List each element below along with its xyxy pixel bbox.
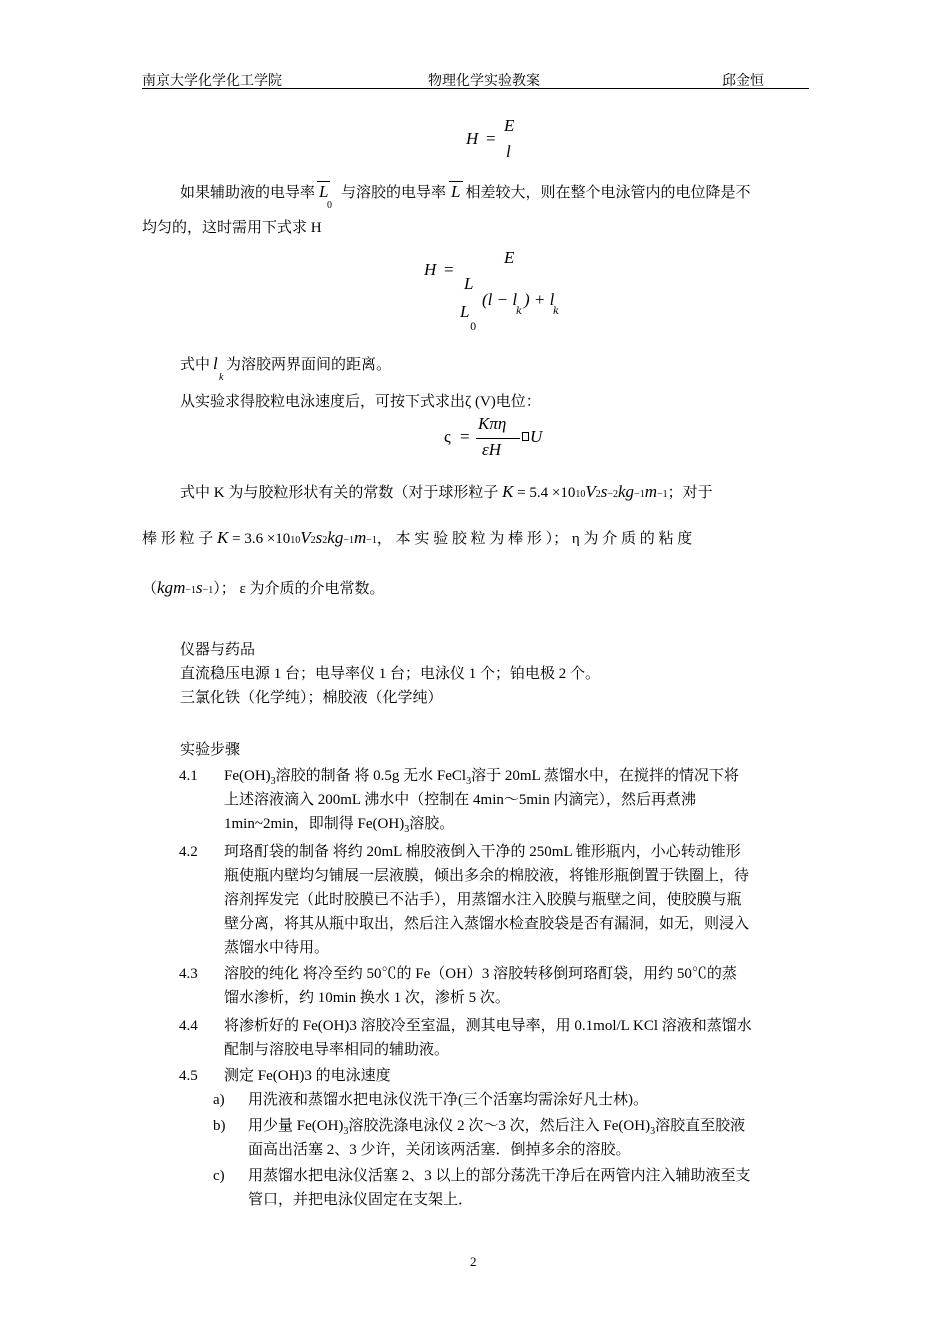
step-4-3-line2: 馏水渗析，约 10min 换水 1 次，渗析 5 次。 <box>224 990 510 1006</box>
steps-title: 实验步骤 <box>180 742 241 758</box>
para4-text-b: ；对于 <box>667 485 713 501</box>
formula1-den: l <box>506 142 511 161</box>
para1-text-a: 如果辅助液的电导率 <box>180 185 316 201</box>
para4-w2: s <box>315 528 323 547</box>
instruments-line1: 直流稳压电源 1 台；电导率仪 1 台；电泳仪 1 个；铂电极 2 个。 <box>180 666 601 682</box>
step-4-2-line5: 蒸馏水中待用。 <box>224 940 330 956</box>
step-4-5-number: 4.5 <box>179 1068 198 1084</box>
para4-x3: s <box>195 578 203 597</box>
sb-l1c: 溶胶直至胶液 <box>655 1118 746 1134</box>
step-4-4-number: 4.4 <box>179 1018 198 1034</box>
step-4-2-line4: 壁分离，将其从瓶中取出，然后注入蒸馏水检查胶袋是否有漏洞，如无，则浸入 <box>224 916 750 932</box>
s41-l1b: 溶胶的制备 将 0.5g 无水 FeCl <box>275 768 467 784</box>
s41-l3a: 1min~2min，即制得 Fe(OH) <box>224 816 405 832</box>
paragraph-4-line2 <box>142 526 692 553</box>
formula2-sub0: 0 <box>470 322 477 333</box>
formula3-rhs: U <box>530 427 543 446</box>
header-center: 物理化学实验教案 <box>428 74 540 89</box>
para4-w3: kg <box>327 528 344 547</box>
paragraph-4-line1 <box>180 480 713 507</box>
step-4-3-line1: 溶胶的纯化 将冷至约 50℃的 Fe（OH）3 溶胶转移倒珂珞酊袋，用约 50℃的蒸 <box>224 966 737 982</box>
lk-l: l <box>213 354 218 373</box>
step-4-3-number: 4.3 <box>179 966 198 982</box>
formula2-L: L <box>464 274 474 293</box>
substep-a-mark: a) <box>213 1092 225 1108</box>
para4-line3a: （ <box>142 581 158 597</box>
para4-e2: 10 <box>290 535 301 546</box>
paragraph-3: 从实验求得胶粒电泳速度后，可按下式求出ζ (V)电位： <box>180 394 541 410</box>
formula3-fraction-bar <box>476 438 520 439</box>
para4-x2: m <box>173 578 186 597</box>
para4-line2b: ， 本 实 验 胶 粒 为 棒 形 ）； η 为 介 质 的 粘 度 <box>376 531 693 547</box>
formula-zeta <box>444 414 554 464</box>
formula3-lhs: ς <box>444 427 451 446</box>
para1-text-b: 与溶胶的电导率 <box>341 185 447 201</box>
formula3-eq: = <box>460 427 470 446</box>
formula2-lhs: H <box>424 260 437 279</box>
step-4-2-number: 4.2 <box>179 844 198 860</box>
formula2-eq: = <box>444 260 454 279</box>
formula2-num: E <box>504 248 515 267</box>
para4-w4s: −1 <box>366 535 377 546</box>
header-rule <box>142 88 809 89</box>
substep-c-mark: c) <box>213 1168 225 1184</box>
para4-u2s: −2 <box>607 489 619 500</box>
step-4-1-number: 4.1 <box>179 768 198 784</box>
step-4-2-line1: 珂珞酊袋的制备 将约 20mL 棉胶液倒入干净的 250mL 锥形瓶内，小心转动锥形 <box>224 844 741 860</box>
lk-k: k <box>219 372 224 383</box>
para2-text-b: 为溶胶两界面间的距离。 <box>226 357 392 373</box>
formula2-subk: k <box>516 306 523 317</box>
para4-x3s: −1 <box>202 585 214 596</box>
s41-l1s: 3 <box>270 776 276 787</box>
s41-l3s: 3 <box>404 824 410 835</box>
para4-u4s: −1 <box>656 489 668 500</box>
para4-w4: m <box>353 528 367 547</box>
para4-u1: V <box>585 482 596 501</box>
header-left: 南京大学化学化工学院 <box>142 74 282 89</box>
formula1-num: E <box>504 116 515 135</box>
header-right: 邱金恒 <box>722 74 764 89</box>
s41-l1c: 溶于 20mL 蒸馏水中，在搅拌的情况下将 <box>471 768 739 784</box>
symbol-lk <box>210 352 226 383</box>
para4-u3s: −1 <box>634 489 645 500</box>
instruments-line2: 三氯化铁（化学纯）；棉胶液（化学纯） <box>180 690 443 706</box>
formula1-lhs: H <box>466 129 479 148</box>
paragraph-1-line2: 均匀的，这时需用下式求 H <box>142 220 322 236</box>
page-number: 2 <box>470 1254 477 1269</box>
formula1-eq: = <box>486 129 496 148</box>
sb-l1s: 3 <box>343 1126 349 1137</box>
paragraph-1-line1 <box>180 180 751 211</box>
paragraph-2 <box>180 352 392 383</box>
para4-w1s: 2 <box>310 535 316 546</box>
para4-w3s: −1 <box>343 535 354 546</box>
para4-w2s: 2 <box>322 535 328 546</box>
instruments-title: 仪器与药品 <box>180 642 256 658</box>
step-4-2-line3: 溶剂挥发完（此时胶膜已不沾手），用蒸馏水注入胶膜与瓶壁之间，使胶膜与瓶 <box>224 892 742 908</box>
formula-h-simple <box>466 116 526 166</box>
para4-x2s: −1 <box>185 585 196 596</box>
formula3-num: Kπη <box>478 414 507 433</box>
para4-u3: kg <box>618 482 635 501</box>
para4-line3b: ）； ε 为介质的介电常数。 <box>213 581 385 597</box>
formula2-expr2: ) + l <box>524 290 555 309</box>
substep-c-line1: 用蒸馏水把电泳仪活塞 2、3 以上的部分荡洗干净后在两管内注入辅助液至支 <box>248 1168 751 1184</box>
formula2-expr: (l − l <box>482 290 518 309</box>
substep-b-mark: b) <box>213 1118 226 1134</box>
substep-b-line2: 面高出活塞 2、3 少许，关闭该两活塞．倒掉多余的溶胶。 <box>248 1142 631 1158</box>
multiplication-dot-icon <box>522 432 529 441</box>
para4-u2: s <box>600 482 608 501</box>
symbol-L0 <box>317 180 339 211</box>
para4-u4: m <box>644 482 657 501</box>
para4-e1: 10 <box>575 489 586 500</box>
para4-x1: kg <box>157 578 174 597</box>
para1-text-c: 相差较大，则在整个电泳管内的电位降是不 <box>465 185 751 201</box>
substep-a-line1: 用洗液和蒸馏水把电泳仪洗干净(三个活塞均需涂好凡士林)。 <box>248 1092 648 1108</box>
para4-k1: K <box>502 482 514 501</box>
s41-l1s2: 3 <box>466 776 472 787</box>
sb-l1s2: 3 <box>650 1126 656 1137</box>
sb-l1b: 溶胶洗涤电泳仪 2 次～3 次，然后注入 Fe(OH) <box>348 1118 651 1134</box>
para2-text-a: 式中 <box>180 357 211 373</box>
s41-l3b: 溶胶。 <box>409 816 455 832</box>
para4-line2a: 棒 形 粒 子 <box>142 531 214 547</box>
L-subscript-0: 0 <box>327 200 333 211</box>
step-4-5-line1: 测定 Fe(OH)3 的电泳速度 <box>224 1068 391 1084</box>
para4-v2: = 3.6 ×10 <box>228 531 291 547</box>
formula2-L0: L <box>460 302 470 321</box>
L-symbol: L <box>319 182 329 201</box>
sb-l1a: 用少量 Fe(OH) <box>248 1118 344 1134</box>
substep-c-line2: 管口，并把电泳仪固定在支架上． <box>248 1192 474 1208</box>
para4-w1: V <box>300 528 311 547</box>
para4-k2: K <box>217 528 229 547</box>
para4-u1s: 2 <box>595 489 601 500</box>
paragraph-4-line3 <box>142 576 385 603</box>
step-4-4-line1: 将渗析好的 Fe(OH)3 溶胶冷至室温，测其电导率，用 0.1mol/L KCl 溶液和蒸馏水 <box>224 1018 752 1034</box>
s41-l1a: Fe(OH) <box>224 768 271 784</box>
step-4-1-line2: 上述溶液滴入 200mL 沸水中（控制在 4min～5min 内滴完），然后再煮沸 <box>224 792 696 808</box>
step-4-1-line3 <box>224 812 454 842</box>
para4-text-a: 式中 K 为与胶粒形状有关的常数（对于球形粒子 <box>180 485 499 501</box>
formula2-subk2: k <box>553 306 560 317</box>
para4-v1: = 5.4 ×10 <box>513 485 576 501</box>
formula3-den: εH <box>482 440 501 459</box>
step-4-2-line2: 瓶使瓶内壁均匀铺展一层液膜，倾出多余的棉胶液，将锥形瓶倒置于铁圈上，待 <box>224 868 750 884</box>
L-symbol-2: L <box>451 182 461 201</box>
formula-h-complex <box>424 246 574 336</box>
step-4-4-line2: 配制与溶胶电导率相同的辅助液。 <box>224 1042 450 1058</box>
